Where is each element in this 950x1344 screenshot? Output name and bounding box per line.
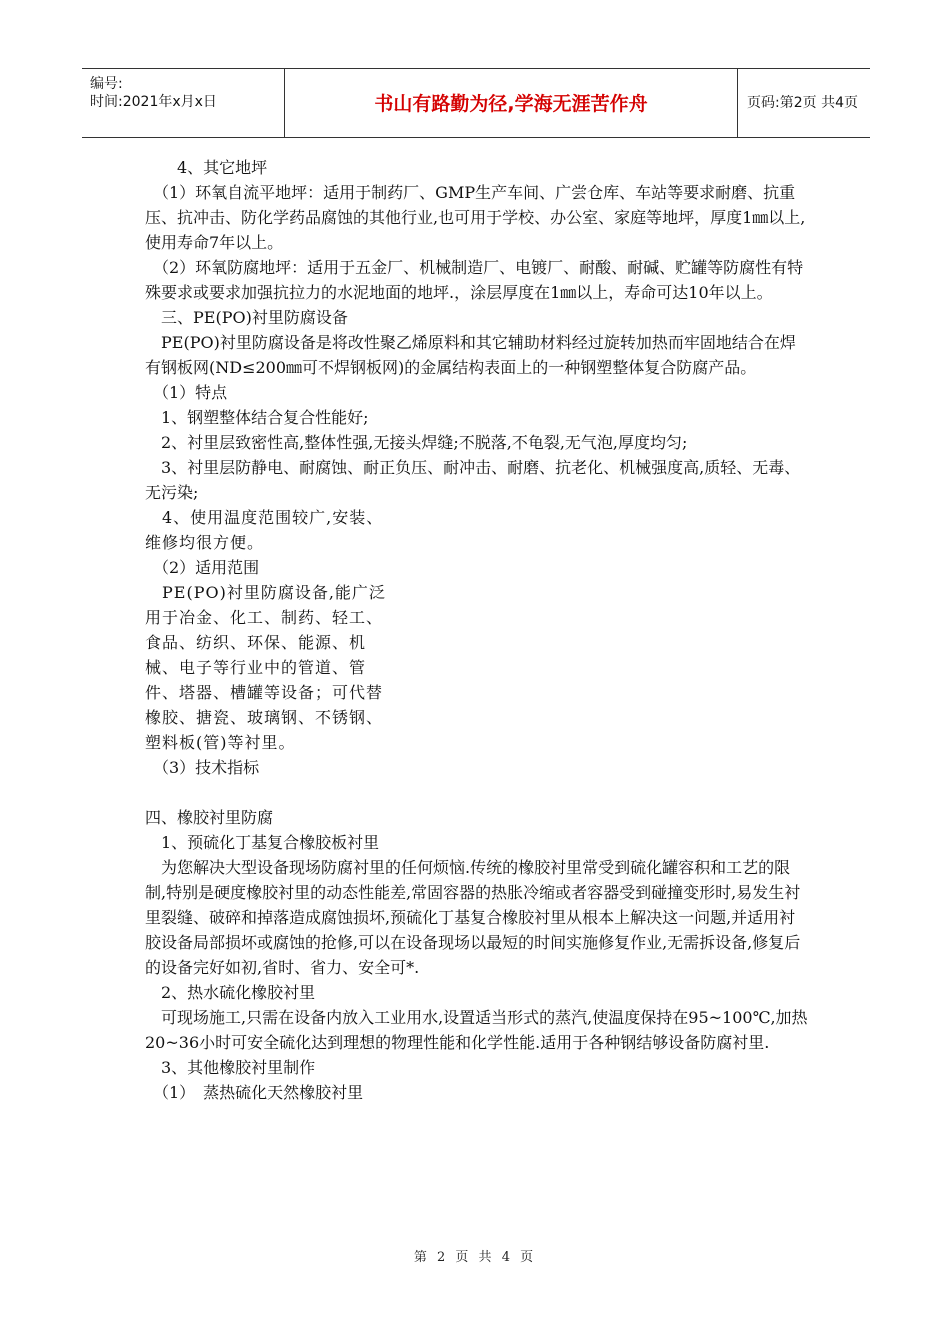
- document-body: [145, 155, 810, 1105]
- body-paragraph: [145, 780, 810, 805]
- body-paragraph: 4、使用温度范围较广,安装、维修均很方便。: [145, 508, 384, 552]
- body-paragraph: PE(PO)衬里防腐设备,能广泛用于冶金、化工、制药、轻工、食品、纺织、环保、能源、机械、电子等行业中的管道、管件、塔器、槽罐等设备；可代替橡胶、搪瓷、玻璃钢、不锈钢、塑料板(管)等衬里。: [145, 583, 386, 752]
- body-paragraph: 3、其他橡胶衬里制作: [145, 1058, 316, 1077]
- body-paragraph: 1、预硫化丁基复合橡胶板衬里: [145, 833, 380, 852]
- body-paragraph: （2）环氧防腐地坪：适用于五金厂、机械制造厂、电镀厂、耐酸、耐碱、贮罐等防腐性有特殊要求或要求加强抗拉力的水泥地面的地坪.，涂层厚度在1㎜以上，寿命可达10年以上。: [145, 258, 804, 302]
- document-date-label: 时间:2021年x月x日: [90, 94, 217, 110]
- body-paragraph: 4、其它地坪: [145, 158, 268, 177]
- header-motto: 书山有路勤为径,学海无涯苦作舟: [374, 93, 648, 115]
- body-paragraph: （2）适用范围: [145, 558, 260, 577]
- page-header: [82, 68, 870, 138]
- body-paragraph: 2、热水硫化橡胶衬里: [145, 983, 316, 1002]
- body-paragraph: 为您解决大型设备现场防腐衬里的任何烦恼.传统的橡胶衬里常受到硫化罐容积和工艺的限制,特别是硬度橡胶衬里的动态性能差,常固容器的热胀冷缩或者容器受到碰撞变形时,易发生衬里裂缝、破碎和掉落造成腐蚀损坏,预硫化丁基复合橡胶衬里从根本上解决这一问题,并适用衬胶设备局部损坏或腐蚀的抢修,可以在设备现场以最短的时间实施修复作业,无需拆设备,修复后的设备完好如初,省时、省力、安全可*.: [145, 858, 801, 977]
- document-number-label: 编号:: [90, 76, 123, 92]
- body-paragraph: 四、橡胶衬里防腐: [145, 808, 274, 827]
- body-paragraph: 三、PE(PO)衬里防腐设备: [145, 308, 348, 327]
- header-left-cell: [82, 69, 284, 137]
- page-footer: 第 2 页 共 4 页: [413, 1250, 537, 1265]
- body-paragraph: （1）特点: [145, 383, 228, 402]
- body-paragraph: 1、钢塑整体结合复合性能好;: [145, 408, 369, 427]
- body-paragraph: 3、衬里层防静电、耐腐蚀、耐正负压、耐冲击、耐磨、抗老化、机械强度高,质轻、无毒、无污染;: [145, 458, 801, 502]
- body-paragraph: （3）技术指标: [145, 758, 260, 777]
- body-paragraph: 2、衬里层致密性高,整体性强,无接头焊缝;不脱落,不龟裂,无气泡,厚度均匀;: [145, 433, 688, 452]
- header-motto-cell: [284, 69, 738, 137]
- body-paragraph: （1）环氧自流平地坪：适用于制药厂、GMP生产车间、广尝仓库、车站等要求耐磨、抗重压、抗冲击、防化学药品腐蚀的其他行业,也可用于学校、办公室、家庭等地坪，厚度1㎜以上,使用寿命7年以上。: [145, 183, 806, 252]
- body-paragraph: PE(PO)衬里防腐设备是将改性聚乙烯原料和其它辅助材料经过旋转加热而牢固地结合在焊有钢板网(ND≤200㎜可不焊钢板网)的金属结构表面上的一种钢塑整体复合防腐产品。: [145, 333, 796, 377]
- body-paragraph: （1） 蒸热硫化天然橡胶衬里: [145, 1083, 364, 1102]
- body-paragraph: 可现场施工,只需在设备内放入工业用水,设置适当形式的蒸汽,使温度保持在95~100℃,加热20~36小时可安全硫化达到理想的物理性能和化学性能.适用于各种钢结够设备防腐衬里.: [145, 1008, 808, 1052]
- header-page-info: 页码:第2页 共4页: [747, 95, 858, 111]
- header-page-cell: [737, 69, 870, 137]
